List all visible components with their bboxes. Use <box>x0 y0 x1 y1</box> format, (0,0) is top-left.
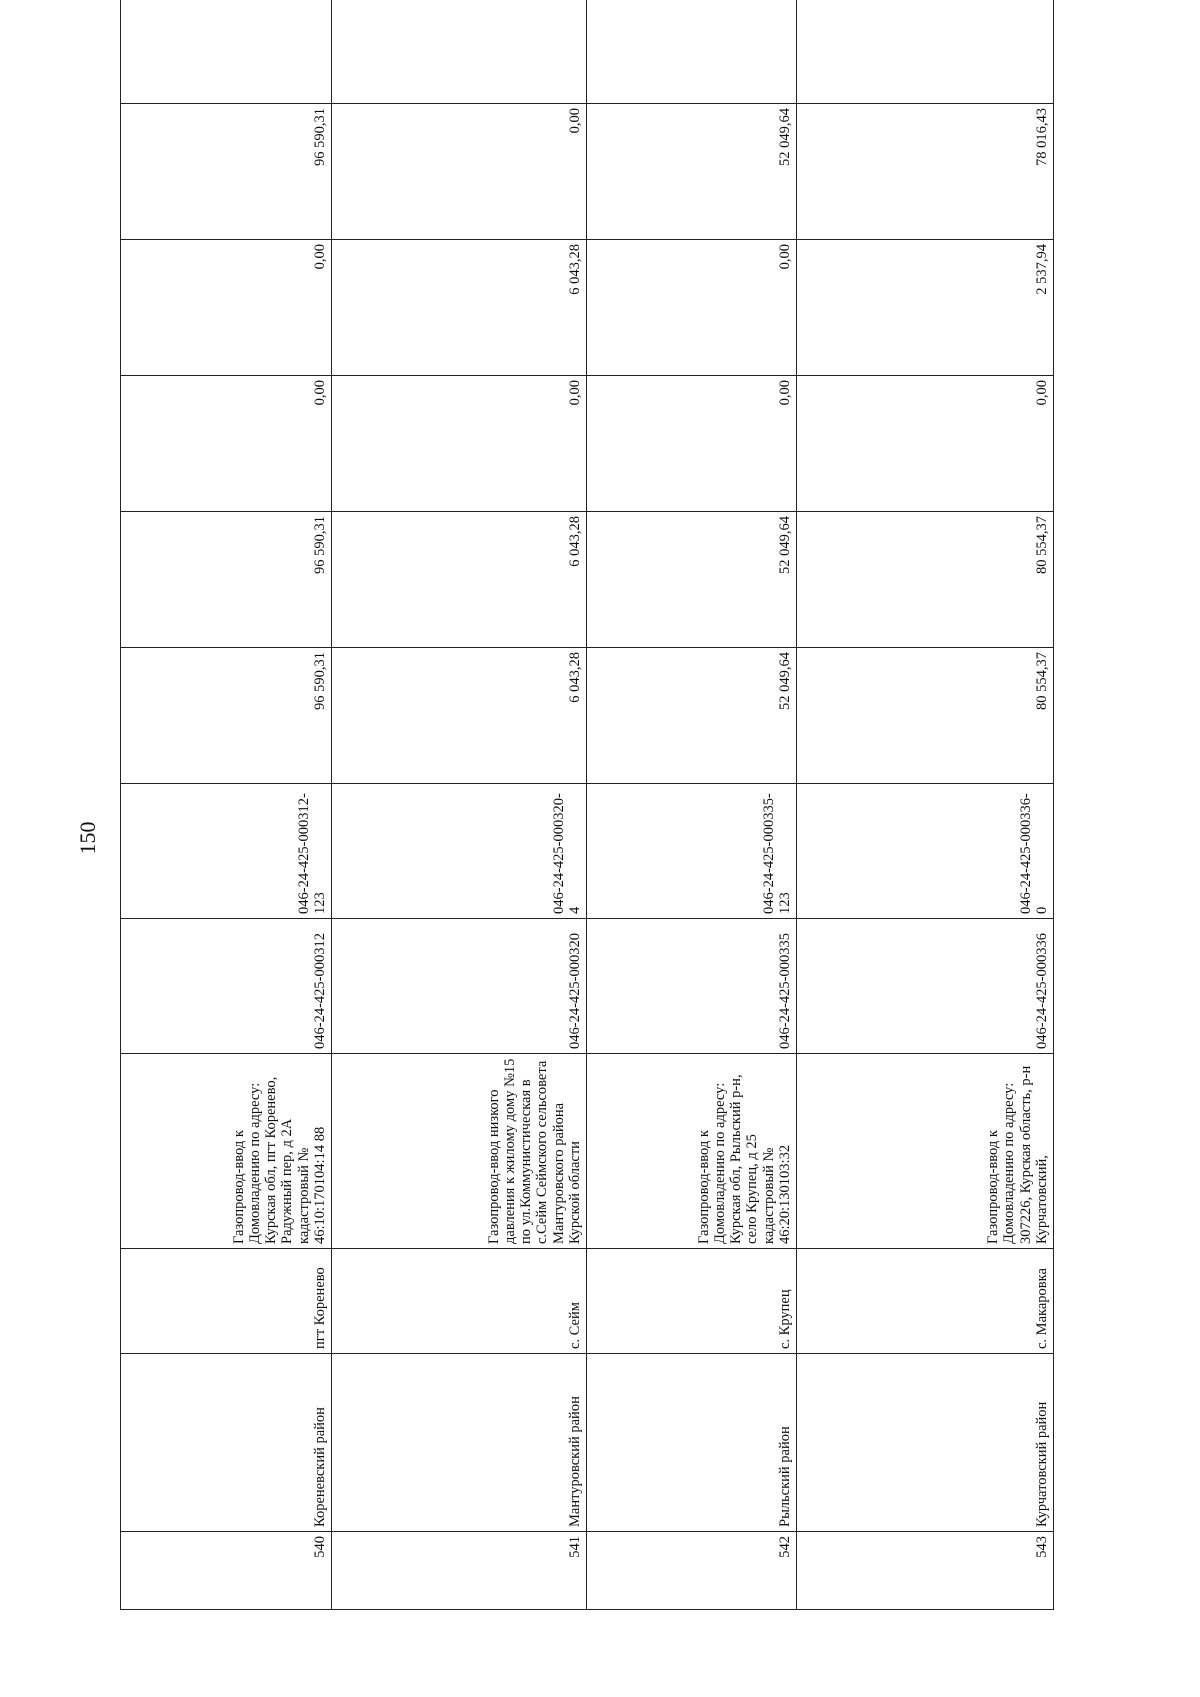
object-name-cell: Газопровод-ввод к Домовладению по адресу: Курская обл, пгт Коренево, Радужный пер, д 2А кадастровый № 46:10:170104:14 88 <box>121 1054 332 1249</box>
value-cell: 52 049,64 <box>587 648 797 784</box>
value-cell: 52 049,64 <box>587 104 797 240</box>
object-name-cell: Газопровод-ввод низкого давления к жилому дому №15 по ул.Коммунистическая в с.Сейм Сеймского сельсовета Мантуровского района Курской области <box>332 1054 587 1249</box>
table-row <box>121 0 332 1610</box>
object-id-cell: 046-24-425-000320 <box>332 919 587 1054</box>
value-cell: 6 043,28 <box>332 512 587 648</box>
locality-cell: пгт Коренево <box>121 1249 332 1354</box>
district-cell: Кореневский район <box>121 1354 332 1532</box>
value-cell: 0,00 <box>797 376 1054 512</box>
value-cell: 0,00 <box>121 240 332 376</box>
value-cell: 0,00 <box>587 240 797 376</box>
row-number: 542 <box>587 1532 797 1610</box>
value-cell: 0,00 <box>332 104 587 240</box>
object-name-cell: Газопровод-ввод к Домовладению по адресу: Курская обл, Рыльский р-н, село Крупец, д 25 кадастровый № 46:20:130103:32 <box>587 1054 797 1249</box>
locality-cell: с. Макаровка <box>797 1249 1054 1354</box>
value-cell: 0,00 <box>121 376 332 512</box>
object-code-cell: 046-24-425-000312-123 <box>121 784 332 919</box>
value-cell: 96 590,31 <box>121 648 332 784</box>
locality-cell: с. Сейм <box>332 1249 587 1354</box>
value-cell: 96 590,31 <box>121 104 332 240</box>
object-code-cell: 046-24-425-000335-123 <box>587 784 797 919</box>
value-cell: 0,00 <box>332 376 587 512</box>
table-row <box>797 0 1054 1610</box>
object-code-cell: 046-24-425-000320-4 <box>332 784 587 919</box>
value-cell: 6 043,28 <box>332 648 587 784</box>
value-cell: 96 590,31 <box>121 512 332 648</box>
row-number: 540 <box>121 1532 332 1610</box>
value-cell: 80 554,37 <box>797 648 1054 784</box>
value-cell: 2 537,94 <box>797 240 1054 376</box>
row-number: 541 <box>332 1532 587 1610</box>
locality-cell: с. Крупец <box>587 1249 797 1354</box>
value-cell: 0,00 <box>587 376 797 512</box>
object-id-cell: 046-24-425-000312 <box>121 919 332 1054</box>
value-cell <box>332 0 587 104</box>
object-id-cell: 046-24-425-000336 <box>797 919 1054 1054</box>
object-id-cell: 046-24-425-000335 <box>587 919 797 1054</box>
object-code-cell: 046-24-425-000336-0 <box>797 784 1054 919</box>
rotated-table-container <box>120 105 1053 1610</box>
table-row <box>587 0 797 1610</box>
gas-pipeline-table <box>120 0 1054 1610</box>
value-cell <box>121 0 332 104</box>
value-cell <box>587 0 797 104</box>
object-name-cell: Газопровод-ввод к Домовладению по адресу: 307226, Курская область, р-н Курчатовский, <box>797 1054 1054 1249</box>
page-number: 150 <box>75 821 100 855</box>
value-cell: 6 043,28 <box>332 240 587 376</box>
value-cell: 78 016,43 <box>797 104 1054 240</box>
district-cell: Курчатовский район <box>797 1354 1054 1532</box>
district-cell: Мантуровский район <box>332 1354 587 1532</box>
table-row <box>332 0 587 1610</box>
row-number: 543 <box>797 1532 1054 1610</box>
value-cell: 52 049,64 <box>587 512 797 648</box>
district-cell: Рыльский район <box>587 1354 797 1532</box>
value-cell <box>797 0 1054 104</box>
value-cell: 80 554,37 <box>797 512 1054 648</box>
